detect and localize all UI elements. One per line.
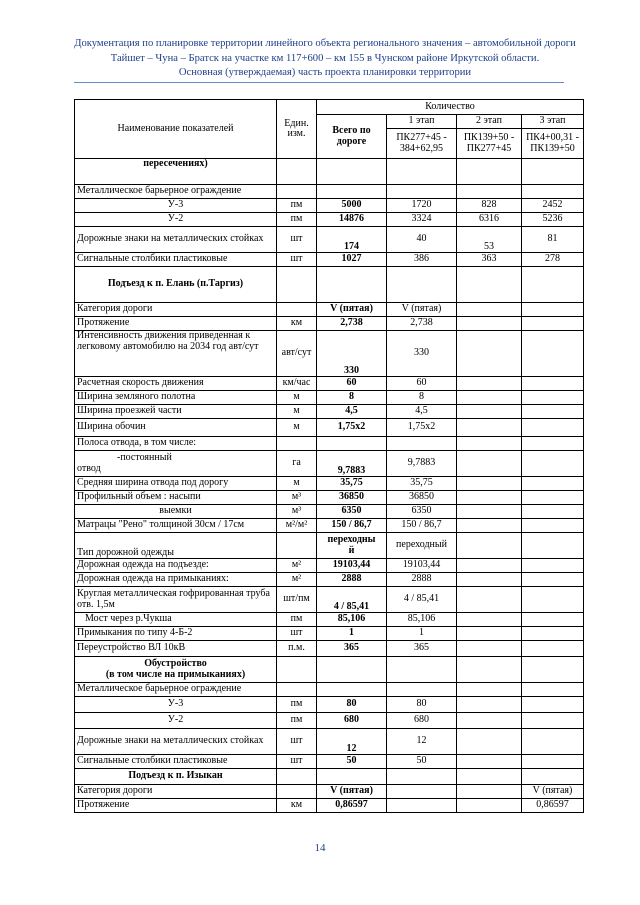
cell-stage-3: 2452 [522, 199, 584, 213]
table-row [75, 587, 584, 613]
cell-total: V (пятая) [317, 785, 387, 799]
cell-stage-1: 50 [387, 755, 457, 769]
cell-unit: м² [277, 559, 317, 573]
cell-empty [387, 437, 457, 451]
cell-name: Полоса отвода, в том числе: [75, 437, 277, 451]
cell-unit: м³ [277, 505, 317, 519]
cell-total: 85,106 [317, 613, 387, 627]
cell-total [317, 533, 387, 559]
cell-empty [457, 391, 522, 405]
cell-empty [457, 729, 522, 755]
header-pk-3: ПК4+00,31 - ПК139+50 [522, 129, 584, 159]
cell-total: 35,75 [317, 477, 387, 491]
cell-stage-1: 2,738 [387, 317, 457, 331]
cell-name: пересечениях) [75, 159, 277, 185]
header-quantity: Количество [317, 100, 584, 115]
cell-empty [522, 451, 584, 477]
table-row [75, 613, 584, 627]
indicators-table [74, 99, 584, 813]
cell-empty [522, 419, 584, 437]
table-row [75, 317, 584, 331]
table-row [75, 641, 584, 657]
table-row [75, 451, 584, 477]
cell-unit: шт [277, 755, 317, 769]
cell-stage-1: 365 [387, 641, 457, 657]
cell-empty [522, 377, 584, 391]
cell-unit: авт/сут [277, 331, 317, 377]
cell-total: 8 [317, 391, 387, 405]
cell-name: Протяжение [75, 799, 277, 813]
cell-total: 6350 [317, 505, 387, 519]
header-pk-1: ПК277+45 - 384+62,95 [387, 129, 457, 159]
cell-empty [387, 159, 457, 185]
cell-empty [317, 185, 387, 199]
table-header-row [75, 100, 584, 115]
cell-unit: пм [277, 713, 317, 729]
cell-unit: м [277, 419, 317, 437]
cell-unit: м [277, 405, 317, 419]
cell-empty [522, 317, 584, 331]
cell-unit: км [277, 799, 317, 813]
cell-empty [387, 799, 457, 813]
cell-empty [317, 159, 387, 185]
cell-empty [387, 185, 457, 199]
cell-empty [457, 657, 522, 683]
cell-empty [457, 587, 522, 613]
cell-empty [522, 573, 584, 587]
cell-name: У-3 [75, 697, 277, 713]
cell-name: Протяжение [75, 317, 277, 331]
cell-empty [522, 159, 584, 185]
cell-stage-1: 80 [387, 697, 457, 713]
table-row [75, 199, 584, 213]
table-row [75, 683, 584, 697]
cell-total: 4 / 85,41 [317, 587, 387, 613]
cell-empty [277, 533, 317, 559]
cell-stage-1: 4 / 85,41 [387, 587, 457, 613]
cell-total: 1 [317, 627, 387, 641]
section-title-line-1: Обустройство [144, 658, 207, 669]
cell-name: Категория дороги [75, 785, 277, 799]
cell-name: Сигнальные столбики пластиковые [75, 755, 277, 769]
cell-unit: пм [277, 613, 317, 627]
cell-name: Примыкания по типу 4-Б-2 [75, 627, 277, 641]
cell-name: Ширина земляного полотна [75, 391, 277, 405]
section-row [75, 657, 584, 683]
cell-unit: м²/м² [277, 519, 317, 533]
cell-unit: м³ [277, 491, 317, 505]
cell-empty [457, 559, 522, 573]
cell-empty [457, 451, 522, 477]
cell-empty [457, 303, 522, 317]
cell-name: Ширина проезжей части [75, 405, 277, 419]
table-row [75, 331, 584, 377]
cell-empty [522, 697, 584, 713]
cell-name: Средняя ширина отвода под дорогу [75, 477, 277, 491]
cell-name: Ширина обочин [75, 419, 277, 437]
cell-stage-1: 330 [387, 331, 457, 377]
cell-empty [317, 683, 387, 697]
cell-empty [522, 505, 584, 519]
cell-stage-1: 9,7883 [387, 451, 457, 477]
header-line-2: Тайшет – Чуна – Братск на участке км 117+600 – км 155 в Чунском районе Иркутской области. [110, 52, 540, 64]
cell-empty [522, 437, 584, 451]
cell-total-line-1: переходны [327, 534, 376, 545]
section-row [75, 267, 584, 303]
cell-empty [522, 613, 584, 627]
cell-empty [522, 519, 584, 533]
cell-unit: м² [277, 573, 317, 587]
cell-unit: пм [277, 213, 317, 227]
cell-empty [277, 683, 317, 697]
cell-empty [387, 683, 457, 697]
cell-total: 4,5 [317, 405, 387, 419]
cell-empty [457, 641, 522, 657]
cell-stage-1: 40 [387, 227, 457, 253]
table-row [75, 519, 584, 533]
table-row [75, 559, 584, 573]
table-row [75, 573, 584, 587]
cell-empty [277, 437, 317, 451]
cell-stage-1: 2888 [387, 573, 457, 587]
cell-stage-1: 8 [387, 391, 457, 405]
cell-empty [387, 769, 457, 785]
cell-stage-1: 6350 [387, 505, 457, 519]
cell-empty [457, 533, 522, 559]
cell-unit: км/час [277, 377, 317, 391]
cell-empty [457, 331, 522, 377]
cell-name: Дорожные знаки на металлических стойках [75, 227, 277, 253]
cell-stage-1: 3324 [387, 213, 457, 227]
cell-empty [277, 159, 317, 185]
table-row [75, 491, 584, 505]
cell-empty [457, 683, 522, 697]
cell-empty [457, 769, 522, 785]
header-stage-3: 3 этап [522, 115, 584, 129]
cell-empty [522, 185, 584, 199]
cell-unit: м [277, 391, 317, 405]
cell-empty [457, 185, 522, 199]
cell-stage-1: 150 / 86,7 [387, 519, 457, 533]
cell-stage-1: 60 [387, 377, 457, 391]
cell-empty [457, 159, 522, 185]
table-row [75, 627, 584, 641]
cell-name: У-3 [75, 199, 277, 213]
cell-name: Профильный объем : насыпи [75, 491, 277, 505]
cell-stage-1: 1 [387, 627, 457, 641]
table-row [75, 713, 584, 729]
cell-empty [457, 755, 522, 769]
cell-total: 60 [317, 377, 387, 391]
cell-stage-1: 19103,44 [387, 559, 457, 573]
cell-empty [522, 391, 584, 405]
cell-name-line-1: -постоянный [117, 452, 172, 463]
document-header [60, 37, 590, 81]
header-line-1: Документация по планировке территории линейного объекта регионального значения – автомобильной дороги [74, 38, 576, 49]
cell-total: 2888 [317, 573, 387, 587]
cell-empty [522, 533, 584, 559]
cell-unit: шт [277, 253, 317, 267]
cell-unit: шт [277, 729, 317, 755]
cell-empty [277, 769, 317, 785]
cell-empty [522, 641, 584, 657]
cell-stage-3: 0,86597 [522, 799, 584, 813]
table-row [75, 533, 584, 559]
cell-name: У-2 [75, 213, 277, 227]
cell-unit: шт/пм [277, 587, 317, 613]
cell-total: 50 [317, 755, 387, 769]
table-row [75, 377, 584, 391]
cell-name: Интенсивность движения приведенная к легковому автомобилю на 2034 год авт/сут [75, 331, 277, 377]
cell-total-line-2: й [348, 544, 355, 556]
cell-total: 80 [317, 697, 387, 713]
cell-stage-2: 53 [457, 227, 522, 253]
cell-total: 36850 [317, 491, 387, 505]
cell-unit: км [277, 317, 317, 331]
table-row [75, 697, 584, 713]
cell-unit: га [277, 451, 317, 477]
cell-empty [457, 627, 522, 641]
cell-empty [277, 657, 317, 683]
cell-name: Металлическое барьерное ограждение [75, 185, 277, 199]
table-row [75, 159, 584, 185]
cell-total: 680 [317, 713, 387, 729]
cell-empty [522, 559, 584, 573]
table-row [75, 729, 584, 755]
cell-stage-1: 12 [387, 729, 457, 755]
cell-stage-1: 4,5 [387, 405, 457, 419]
cell-empty [277, 267, 317, 303]
cell-stage-1: 85,106 [387, 613, 457, 627]
cell-stage-1: 386 [387, 253, 457, 267]
cell-name: Категория дороги [75, 303, 277, 317]
section-row [75, 769, 584, 785]
cell-empty [522, 657, 584, 683]
table-row [75, 253, 584, 267]
cell-empty [457, 519, 522, 533]
cell-total: 150 / 86,7 [317, 519, 387, 533]
table-row [75, 419, 584, 437]
cell-empty [317, 769, 387, 785]
cell-stage-3: 278 [522, 253, 584, 267]
cell-empty [522, 683, 584, 697]
cell-unit: пм [277, 199, 317, 213]
cell-unit: п.м. [277, 641, 317, 657]
cell-stage-3: 5236 [522, 213, 584, 227]
section-title: Подъезд к п. Изыкан [75, 769, 277, 785]
cell-empty [387, 785, 457, 799]
cell-name: Переустройство ВЛ 10кВ [75, 641, 277, 657]
cell-empty [457, 377, 522, 391]
cell-empty [457, 405, 522, 419]
cell-total: 12 [317, 729, 387, 755]
table-row [75, 505, 584, 519]
cell-unit: шт [277, 627, 317, 641]
cell-empty [457, 613, 522, 627]
cell-total: 19103,44 [317, 559, 387, 573]
cell-name: выемки [75, 505, 277, 519]
table-row [75, 477, 584, 491]
cell-name: Дорожная одежда на примыканиях: [75, 573, 277, 587]
table-row [75, 185, 584, 199]
cell-empty [457, 267, 522, 303]
cell-total: 174 [317, 227, 387, 253]
cell-empty [277, 303, 317, 317]
cell-empty [522, 755, 584, 769]
cell-stage-1: 35,75 [387, 477, 457, 491]
header-pk-2: ПК139+50 - ПК277+45 [457, 129, 522, 159]
cell-name: Сигнальные столбики пластиковые [75, 253, 277, 267]
table-row [75, 391, 584, 405]
cell-stage-3: V (пятая) [522, 785, 584, 799]
header-unit: Един. изм. [277, 100, 317, 159]
cell-stage-2: 6316 [457, 213, 522, 227]
cell-stage-2: 363 [457, 253, 522, 267]
cell-empty [317, 657, 387, 683]
header-stage-2: 2 этап [457, 115, 522, 129]
table-row [75, 437, 584, 451]
cell-name: Тип дорожной одежды [75, 533, 277, 559]
cell-empty [457, 799, 522, 813]
cell-empty [457, 437, 522, 451]
cell-empty [522, 587, 584, 613]
cell-empty [522, 729, 584, 755]
cell-total: 14876 [317, 213, 387, 227]
cell-stage-1: 1,75х2 [387, 419, 457, 437]
cell-empty [522, 405, 584, 419]
cell-empty [457, 697, 522, 713]
cell-empty [522, 769, 584, 785]
cell-empty [317, 267, 387, 303]
table-row [75, 755, 584, 769]
cell-total: 1,75х2 [317, 419, 387, 437]
header-total: Всего по дороге [317, 115, 387, 159]
header-name: Наименование показателей [75, 100, 277, 159]
cell-empty [457, 477, 522, 491]
cell-unit: шт [277, 227, 317, 253]
cell-stage-1: 680 [387, 713, 457, 729]
cell-total: 2,738 [317, 317, 387, 331]
table-row [75, 227, 584, 253]
table-row [75, 799, 584, 813]
section-title [75, 657, 277, 683]
cell-empty [277, 185, 317, 199]
cell-empty [522, 267, 584, 303]
header-stage-1: 1 этап [387, 115, 457, 129]
cell-empty [522, 713, 584, 729]
cell-name-line-2: отвод [77, 462, 101, 474]
cell-name: Металлическое барьерное ограждение [75, 683, 277, 697]
cell-stage-2: 828 [457, 199, 522, 213]
cell-unit: пм [277, 697, 317, 713]
cell-name: Матрацы "Рено" толщиной 30см / 17см [75, 519, 277, 533]
cell-name: Круглая металлическая гофрированная труба отв. 1,5м [75, 587, 277, 613]
cell-empty [457, 505, 522, 519]
cell-stage-1: 36850 [387, 491, 457, 505]
cell-empty [457, 573, 522, 587]
cell-empty [457, 317, 522, 331]
cell-empty [277, 785, 317, 799]
cell-total: 0,86597 [317, 799, 387, 813]
cell-total: V (пятая) [317, 303, 387, 317]
table-row [75, 213, 584, 227]
table-row [75, 303, 584, 317]
cell-name [75, 451, 277, 477]
header-divider [74, 82, 564, 83]
section-title-line-2: (в том числе на примыканиях) [105, 668, 246, 680]
table-row [75, 405, 584, 419]
cell-empty [522, 627, 584, 641]
table-row [75, 785, 584, 799]
cell-empty [457, 491, 522, 505]
cell-stage-1: 1720 [387, 199, 457, 213]
cell-total: 330 [317, 331, 387, 377]
cell-empty [387, 657, 457, 683]
header-line-3: Основная (утверждаемая) часть проекта планировки территории [178, 67, 472, 78]
cell-total: 1027 [317, 253, 387, 267]
cell-name: У-2 [75, 713, 277, 729]
cell-name: Дорожная одежда на подъезде: [75, 559, 277, 573]
cell-stage-1: переходный [387, 533, 457, 559]
cell-empty [522, 491, 584, 505]
cell-empty [522, 331, 584, 377]
cell-empty [457, 419, 522, 437]
cell-unit: м [277, 477, 317, 491]
cell-total: 365 [317, 641, 387, 657]
cell-empty [317, 437, 387, 451]
cell-stage-3: 81 [522, 227, 584, 253]
page-number: 14 [314, 842, 326, 854]
cell-total: 5000 [317, 199, 387, 213]
cell-empty [522, 303, 584, 317]
cell-empty [457, 785, 522, 799]
cell-empty [457, 713, 522, 729]
cell-total: 9,7883 [317, 451, 387, 477]
cell-stage-1: V (пятая) [387, 303, 457, 317]
cell-empty [522, 477, 584, 491]
cell-empty [387, 267, 457, 303]
section-title: Подъезд к п. Елань (п.Таргиз) [75, 267, 277, 303]
cell-name: Расчетная скорость движения [75, 377, 277, 391]
cell-name: Мост через р.Чукша [75, 613, 277, 627]
cell-name: Дорожные знаки на металлических стойках [75, 729, 277, 755]
